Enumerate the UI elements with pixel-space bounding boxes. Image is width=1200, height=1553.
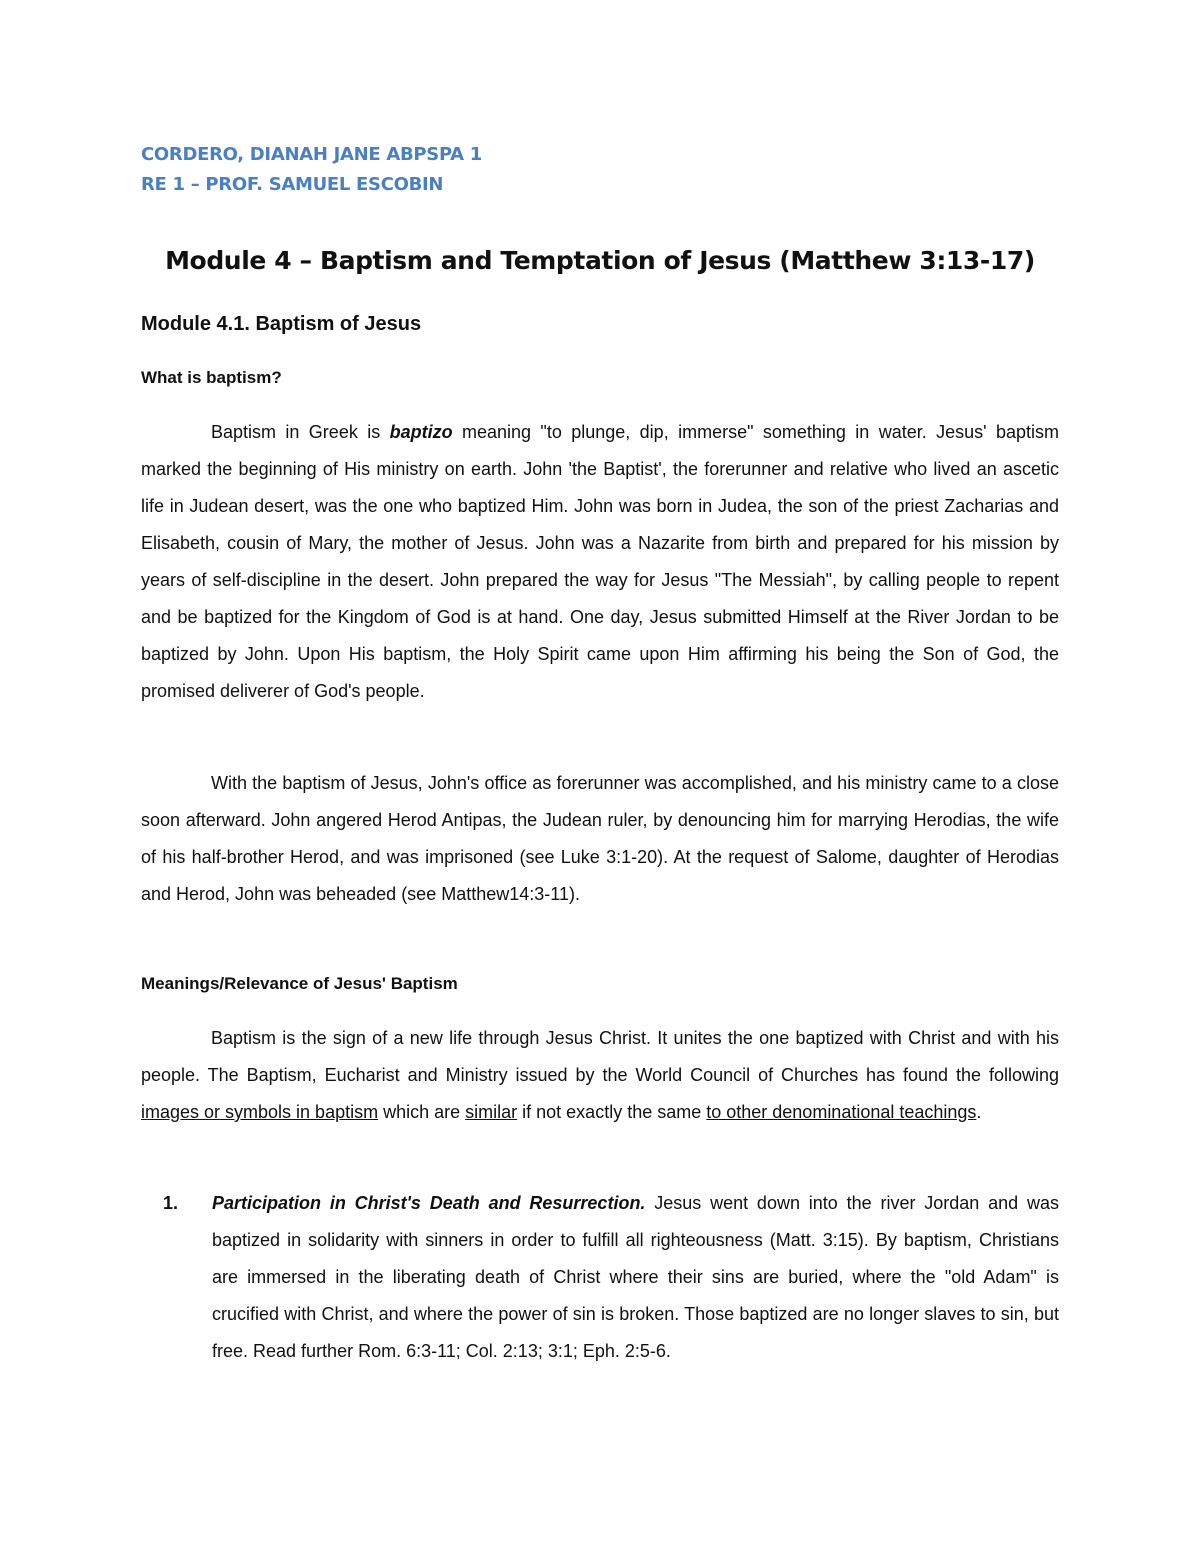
student-name-header: CORDERO, DIANAH JANE ABPSPA 1 <box>141 144 482 165</box>
underlined-text: images or symbols in baptism <box>141 1102 379 1122</box>
module-subtitle: Module 4.1. Baptism of Jesus <box>141 313 422 335</box>
module-title: Module 4 – Baptism and Temptation of Jesus (Matthew 3:13-17) <box>165 246 1035 275</box>
paragraph-john-ministry <box>141 765 1059 913</box>
paragraph-text: Baptism is the sign of a new life through Jesus Christ. It unites the one baptized with Christ and with his people. The Baptism, Eucharist and Ministry issued by the World Council of Churches has found the following <box>141 1028 1059 1085</box>
list-item-text: Jesus went down into the river Jordan and was baptized in solidarity with sinners in order to fulfill all righteousness (Matt. 3:15). By baptism, Christians are immersed in the liberating death of Christ where their sins are buried, where the "old Adam" is crucified with Christ, and where the power of sin is broken. Those baptized are no longer slaves to sin, but free. Read further Rom. 6:3-11; Col. 2:13; 3:1; Eph. 2:5-6. <box>212 1193 1059 1361</box>
list-item <box>163 1185 1059 1370</box>
underlined-text: to other denominational teachings <box>706 1102 977 1122</box>
paragraph-text: . <box>976 1102 982 1122</box>
course-professor-header: RE 1 – PROF. SAMUEL ESCOBIN <box>141 174 444 195</box>
paragraph-baptism-sign <box>141 1020 1059 1131</box>
list-item-body <box>212 1185 1059 1370</box>
section-heading-what-is-baptism: What is baptism? <box>141 368 282 387</box>
greek-term: baptizo <box>389 422 453 442</box>
paragraph-text: which are <box>378 1102 466 1122</box>
paragraph-text: With the baptism of Jesus, John's office as forerunner was accomplished, and his ministry came to a close soon afterward. John angered Herod Antipas, the Judean ruler, by denouncing him for marrying Herodias, the wife of his half-brother Herod, and was imprisoned (see Luke 3:1-20). At the request of Salome, daughter of Herodias and Herod, John was beheaded (see Matthew14:3-11). <box>141 773 1059 904</box>
paragraph-text: if not exactly the same <box>517 1102 707 1122</box>
paragraph-text: meaning "to plunge, dip, immerse" something in water. Jesus' baptism marked the beginning of His ministry on earth. John 'the Baptist', the forerunner and relative who lived an ascetic life in Judean desert, was the one who baptized Him. John was born in Judea, the son of the priest Zacharias and Elisabeth, cousin of Mary, the mother of Jesus. John was a Nazarite from birth and prepared for his mission by years of self-discipline in the desert. John prepared the way for Jesus "The Messiah", by calling people to repent and be baptized for the Kingdom of God is at hand. One day, Jesus submitted Himself at the River Jordan to be baptized by John. Upon His baptism, the Holy Spirit came upon Him affirming his being the Son of God, the promised deliverer of God's people. <box>141 422 1059 701</box>
list-item-title: Participation in Christ's Death and Resurrection. <box>212 1193 646 1213</box>
paragraph-text: Baptism in Greek is <box>211 422 390 442</box>
paragraph-baptism-definition <box>141 414 1059 710</box>
underlined-text: similar <box>465 1102 518 1122</box>
section-heading-meanings: Meanings/Relevance of Jesus' Baptism <box>141 974 458 993</box>
list-number: 1. <box>163 1193 179 1213</box>
